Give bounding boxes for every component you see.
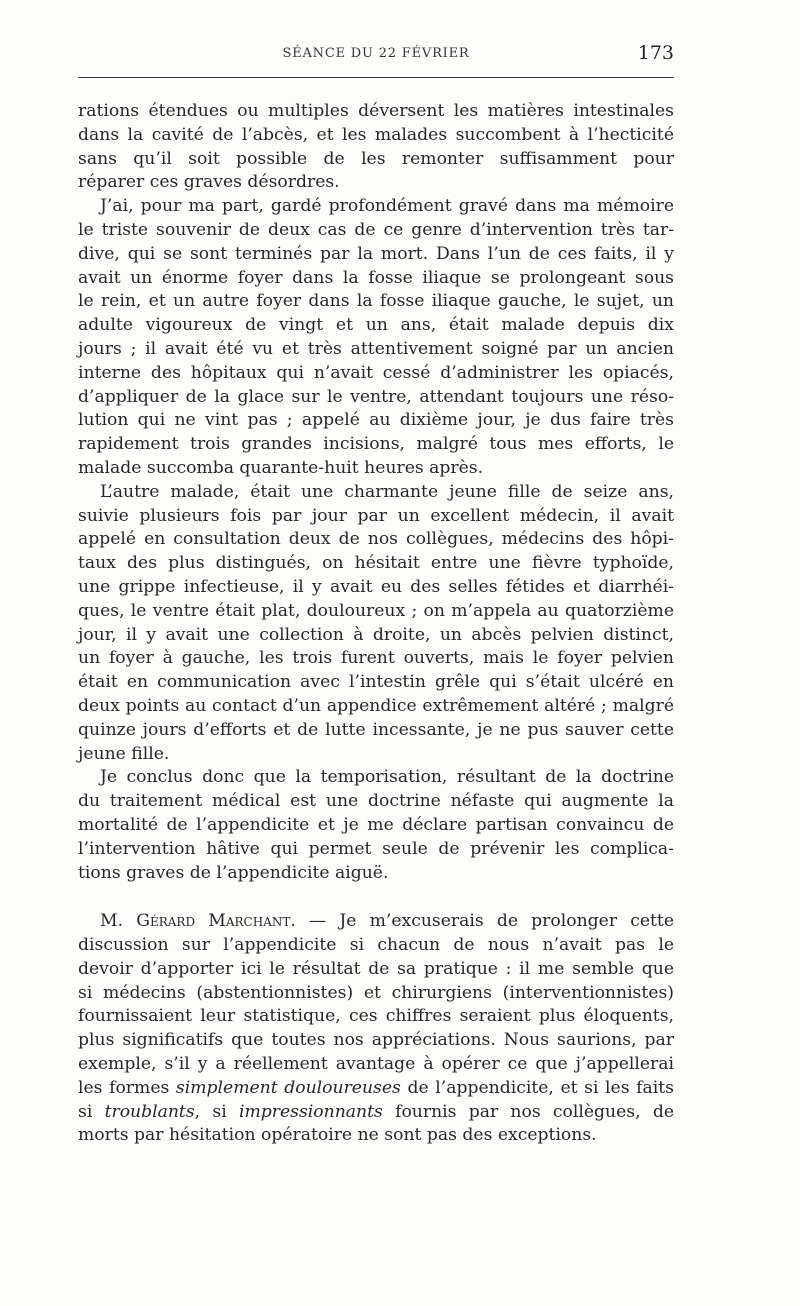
text-line: ques, le ventre était plat, douloureux ; on m’appela au quatorzième <box>78 600 674 621</box>
text-line: morts par hésitation opératoire ne sont pas des exceptions. <box>78 1125 597 1146</box>
paragraph <box>78 766 674 885</box>
page-header <box>78 42 674 72</box>
text-line: mortalité de l’appendicite et je me déclare partisan convaincu de <box>78 814 674 835</box>
italic-phrase: simplement douloureuses <box>175 1077 401 1098</box>
text-line: devoir d’apporter ici le résultat de sa pratique : il me semble que <box>78 958 674 979</box>
text-line: rapidement trois grandes incisions, malgré tous mes efforts, le <box>78 434 674 455</box>
text-line: interne des hôpitaux qui n’avait cessé d’administrer les opiacés, <box>78 362 674 383</box>
text-line: avait un énorme foyer dans la fosse iliaque se prolongeant sous <box>78 267 674 288</box>
text-line: discussion sur l’appendicite si chacun de nous n’avait pas le <box>78 935 674 956</box>
text-line: l’intervention hâtive qui permet seule de prévenir les complica- <box>78 838 674 859</box>
italic-phrase: troublants <box>104 1101 195 1122</box>
text-line <box>78 1101 674 1125</box>
text-span: — Je m’excuserais de prolonger cette <box>295 911 674 932</box>
text-line: du traitement médical est une doctrine néfaste qui augmente la <box>78 791 674 812</box>
text-line: J’ai, pour ma part, gardé profondément gravé dans ma mémoire <box>100 196 674 217</box>
text-line: exemple, s’il y a réellement avantage à opérer ce que j’appellerai <box>78 1054 674 1075</box>
text-line: dans la cavité de l’abcès, et les malades succombent à l’hecticité <box>78 124 674 145</box>
text-line: jeune fille. <box>78 743 170 764</box>
body-text <box>78 100 674 1148</box>
text-line: d’appliquer de la glace sur le ventre, attendant toujours une réso- <box>78 386 674 407</box>
header-rule <box>78 77 674 78</box>
text-line: le rein, et un autre foyer dans la fosse iliaque gauche, le sujet, un <box>78 291 674 312</box>
text-line: appelé en consultation deux de nos collègues, médecins des hôpi- <box>78 529 674 550</box>
paragraph <box>78 100 674 195</box>
text-line: adulte vigoureux de vingt et un ans, était malade depuis dix <box>78 315 674 336</box>
text-line: réparer ces graves désordres. <box>78 172 340 193</box>
text-span: si <box>78 1101 105 1122</box>
text-line: si médecins (abstentionnistes) et chirurgiens (interventionnistes) <box>78 982 674 1003</box>
text-line <box>78 910 674 934</box>
text-line: Je conclus donc que la temporisation, résultant de la doctrine <box>100 767 674 788</box>
text-line: suivie plusieurs fois par jour par un excellent médecin, il avait <box>78 505 674 526</box>
text-line: jours ; il avait été vu et très attentivement soigné par un ancien <box>78 338 674 359</box>
text-line: L’autre malade, était une charmante jeune fille de seize ans, <box>100 481 674 502</box>
text-line: sans qu’il soit possible de les remonter suffisamment pour <box>78 148 674 169</box>
text-line: taux des plus distingués, on hésitait entre une fièvre typhoïde, <box>78 553 674 574</box>
text-line: tions graves de l’appendicite aiguë. <box>78 862 389 883</box>
text-line <box>78 1077 674 1101</box>
text-span: de l’appendicite, et si les faits <box>400 1077 674 1098</box>
italic-phrase: impressionnants <box>238 1101 383 1122</box>
paragraph <box>78 481 674 767</box>
text-line: était en communication avec l’intestin grêle qui s’était ulcéré en <box>78 672 674 693</box>
text-span: les formes <box>78 1077 176 1098</box>
text-line: jour, il y avait une collection à droite, un abcès pelvien distinct, <box>78 624 674 645</box>
paragraph <box>78 195 674 481</box>
text-line: malade succomba quarante-huit heures après. <box>78 457 484 478</box>
text-span: , si <box>194 1101 239 1122</box>
text-line: rations étendues ou multiples déversent les matières intestinales <box>78 101 674 121</box>
paragraph-gap <box>78 885 674 910</box>
text-line: un foyer à gauche, les trois furent ouverts, mais le foyer pelvien <box>78 648 674 669</box>
text-span: fournis par nos collègues, de <box>382 1101 675 1122</box>
running-head: SÉANCE DU 22 FÉVRIER <box>282 46 470 61</box>
text-line: plus significatifs que toutes nos appréciations. Nous saurions, par <box>78 1030 674 1051</box>
text-line: dive, qui se sont terminés par la mort. Dans l’un de ces faits, il y <box>78 243 674 264</box>
text-line: fournissaient leur statistique, ces chiffres seraient plus éloquents, <box>78 1006 674 1027</box>
text-line: quinze jours d’efforts et de lutte incessante, je ne pus sauver cette <box>78 719 674 740</box>
speaker-name: M. Gérard Marchant. <box>100 911 296 932</box>
text-line: le triste souvenir de deux cas de ce genre d’intervention très tar- <box>78 219 674 240</box>
text-line: deux points au contact d’un appendice extrêmement altéré ; malgré <box>78 695 674 716</box>
text-line: une grippe infectieuse, il y avait eu des selles fétides et diarrhéi- <box>78 576 674 597</box>
text-line: lution qui ne vint pas ; appelé au dixième jour, je dus faire très <box>78 410 674 431</box>
page-number: 173 <box>637 42 674 64</box>
speech-paragraph <box>78 910 674 1148</box>
